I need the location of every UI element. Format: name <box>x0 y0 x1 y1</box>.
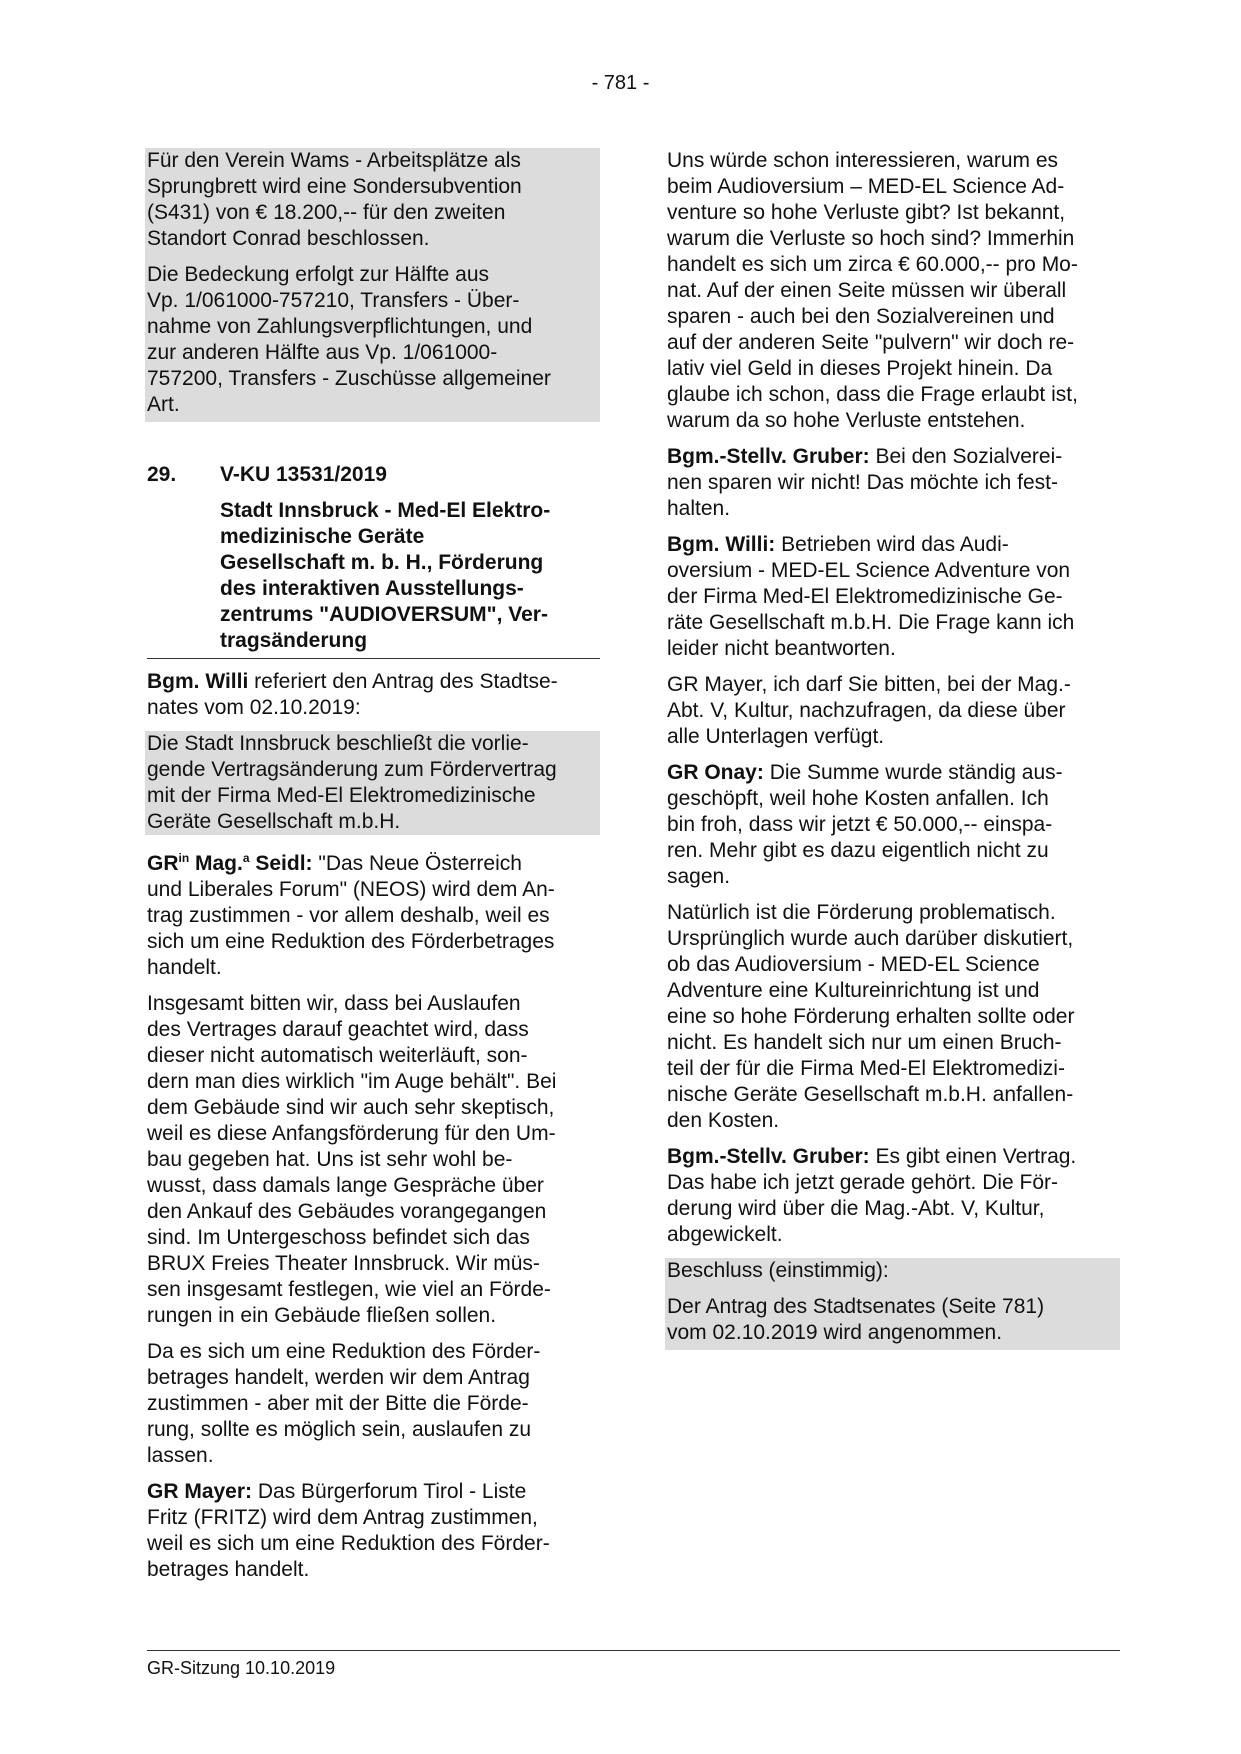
motion-paragraph: Die Stadt Innsbruck beschließt die vorlie- gende Vertragsänderung zum Fördervertrag mit der Firma Med-El Elektromedizinische Geräte Gesellschaft m.b.H. <box>145 731 600 835</box>
body-paragraph: Uns würde schon interessieren, warum es beim Audioversium – MED-EL Science Ad- venture so hohe Verluste gibt? Ist bekannt, warum die Verluste so hoch sind? Immerhin handelt es sich um zirca € 60.000,-- pro Mo- nat. Auf der einen Seite müssen wir überall sparen - auch bei den Sozialvereinen und auf der anderen Seite "pulvern" wir doch re- lativ viel Geld in dieses Projekt hinein. Da glaube ich schon, dass die Frage erlaubt ist, warum da so hohe Verluste entstehen. <box>667 149 1078 432</box>
speaker-name: GR Mayer: <box>147 1480 253 1503</box>
speaker-name: Bgm.-Stellv. Gruber: <box>667 1145 870 1168</box>
body-paragraph: Natürlich ist die Förderung problematisch. Ursprünglich wurde auch darüber diskutiert, ob das Audioversium - MED-EL Science Adventure eine Kultureinrichtung ist und eine so hohe Förderung erhalten sollte oder nicht. Es handelt sich nur um einen Bruch- teil der für die Firma Med-El Elektromedizi- nische Geräte Gesellschaft m.b.H. anfallen- den Kosten. <box>667 901 1075 1132</box>
agenda-item-header <box>147 462 600 488</box>
agenda-item-number: 29. <box>147 463 177 486</box>
resolution-label: Beschluss (einstimmig): <box>667 1259 889 1282</box>
agenda-item-title: Stadt Innsbruck - Med-El Elektro- medizinische Geräte Gesellschaft m. b. H., Förderung des interaktiven Ausstellungs- zentrums "AUDIOVERSUM", Ver- tragsänderung <box>220 499 551 652</box>
footer-text: GR-Sitzung 10.10.2019 <box>147 1658 336 1678</box>
footer-divider <box>147 1650 1120 1651</box>
agenda-item-code: V-KU 13531/2019 <box>220 463 387 486</box>
speaker-name: Bgm. Willi: <box>667 533 776 556</box>
referat-paragraph: Bgm. Willi referiert den Antrag des Stadtse- nates vom 02.10.2019: <box>147 670 558 719</box>
seidl-paragraph: $GR^{in}$ Mag.$^a$ Seidl: "Das Neue Österreich und Liberales Forum" (NEOS) wird dem An- trag zustimmen - vor allem deshalb, weil es sich um eine Reduktion des Förderbetrages handelt. <box>147 851 555 979</box>
speaker-name: Bgm.-Stellv. Gruber: <box>667 445 870 468</box>
agenda-item-divider <box>147 658 600 659</box>
willi-paragraph: Bgm. Willi: Betrieben wird das Audi- oversium - MED-EL Science Adventure von der Firma Med-El Elektromedizinische Ge- räte Gesellschaft m.b.H. Die Frage kann ich leider nicht beantworten. <box>667 533 1075 660</box>
agenda-item <box>147 462 600 659</box>
body-paragraph: Da es sich um eine Reduktion des Förder- betrages handelt, werden wir dem Antrag zustimmen - aber mit der Bitte die Förde- rung, sollte es möglich sein, auslaufen zu lassen. <box>147 1340 541 1467</box>
gruber-paragraph: Bgm.-Stellv. Gruber: Bei den Sozialverei- nen sparen wir nicht! Das möchte ich fest- halten. <box>667 445 1063 520</box>
body-paragraph: GR Mayer, ich darf Sie bitten, bei der Mag.- Abt. V, Kultur, nachzufragen, da diese über alle Unterlagen verfügt. <box>667 673 1071 748</box>
subvention-block <box>145 148 600 422</box>
bedeckung-paragraph: Die Bedeckung erfolgt zur Hälfte aus Vp. 1/061000-757210, Transfers - Über- nahme von Zahlungsverpflichtungen, und zur anderen Hälfte aus Vp. 1/061000- 757200, Transfers - Zuschüsse allgemeiner Art. <box>147 263 551 416</box>
right-column <box>667 148 1120 1350</box>
speaker-name: GR Onay: <box>667 761 764 784</box>
mayer-paragraph: GR Mayer: Das Bürgerforum Tirol - Liste Fritz (FRITZ) wird dem Antrag zustimmen, weil es sich um eine Reduktion des Förder- betrages handelt. <box>147 1480 550 1581</box>
resolution-block <box>665 1258 1120 1350</box>
left-column <box>147 148 600 1593</box>
resolution-text: Der Antrag des Stadtsenates (Seite 781) vom 02.10.2019 wird angenommen. <box>667 1295 1045 1344</box>
speaker-name: Bgm. Willi <box>147 670 249 693</box>
onay-paragraph: GR Onay: Die Summe wurde ständig aus- geschöpft, weil hohe Kosten anfallen. Ich bin froh, dass wir jetzt € 50.000,-- einspa- ren. Mehr gibt es dazu eigentlich nicht zu sagen. <box>667 761 1063 888</box>
gruber-paragraph: Bgm.-Stellv. Gruber: Es gibt einen Vertrag. Das habe ich jetzt gerade gehört. Die För- derung wird über die Mag.-Abt. V, Kultur, abgewickelt. <box>667 1145 1077 1246</box>
speaker-name: $GR^{in}$ Mag.$^a$ Seidl: <box>147 851 313 875</box>
body-paragraph: Insgesamt bitten wir, dass bei Auslaufen des Vertrages darauf geachtet wird, dass dieser nicht automatisch weiterläuft, son- dern man dies wirklich "im Auge behält". Bei dem Gebäude sind wir auch sehr skeptisch, weil es diese Anfangsförderung für den Um- bau gegeben hat. Uns ist sehr wohl be- wusst, dass damals lange Gespräche über den Ankauf des Gebäudes vorangegangen sind. Im Untergeschoss befindet sich das BRUX Freies Theater Innsbruck. Wir müs- sen insgesamt festlegen, wie viel an Förde- rungen in ein Gebäude fließen sollen. <box>147 992 557 1327</box>
subvention-paragraph: Für den Verein Wams - Arbeitsplätze als Sprungbrett wird eine Sondersubvention (S431) von € 18.200,-- für den zweiten Standort Conrad beschlossen. <box>147 149 522 250</box>
page-number: - 781 - <box>591 72 650 94</box>
